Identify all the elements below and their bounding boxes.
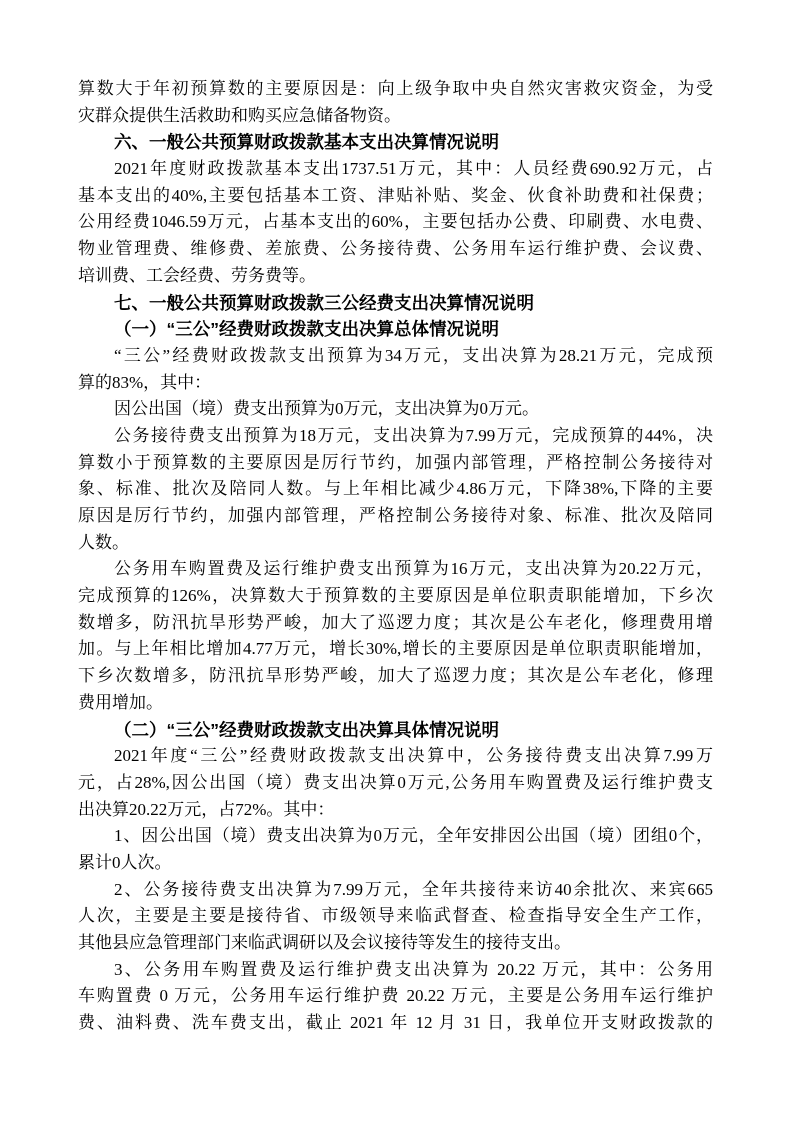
text-line: 累计0人次。 [78, 852, 172, 872]
section-heading: （一）“三公”经费财政拨款支出决算总体情况说明 [114, 319, 499, 340]
text-line: 因公出国（境）费支出预算为0万元，支出决算为0万元。 [114, 399, 539, 419]
text-line: 元，占28%,因公出国（境）费支出决算0万元,公务用车购置费及运行维护费支 [78, 772, 713, 792]
text-line: 基本支出的40%,主要包括基本工资、津贴补贴、奖金、伙食补助费和社保费； [78, 185, 713, 205]
text-line: 费用增加。 [78, 692, 163, 712]
text-line: 完成预算的126%，决算数大于预算数的主要原因是单位职责职能增加，下乡次 [78, 586, 713, 606]
text-line: 灾群众提供生活救助和购买应急储备物资。 [78, 105, 401, 125]
text-line: 出决算20.22万元，占72%。其中： [78, 799, 335, 819]
section-heading: 七、一般公共预算财政拨款三公经费支出决算情况说明 [114, 292, 534, 313]
text-line: 算的83%，其中： [78, 372, 212, 392]
text-line: 3、公务用车购置费及运行维护费支出决算为 20.22 万元，其中：公务用 [114, 959, 713, 979]
text-line: 人数。 [78, 532, 129, 552]
section-heading: （二）“三公”经费财政拨款支出决算具体情况说明 [114, 719, 499, 740]
text-line: 2021年度“三公”经费财政拨款支出决算中，公务接待费支出决算7.99万 [114, 746, 713, 766]
text-line: 其他县应急管理部门来临武调研以及会议接待等发生的接待支出。 [78, 933, 571, 952]
text-line: 象、标准、批次及陪同人数。与上年相比减少4.86万元，下降38%,下降的主要 [78, 479, 713, 499]
text-line: “三公”经费财政拨款支出预算为34万元，支出决算为28.21万元，完成预 [114, 345, 713, 365]
text-line: 公用经费1046.59万元，占基本支出的60%，主要包括办公费、印刷费、水电费、 [78, 212, 713, 232]
text-line: 加。与上年相比增加4.77万元，增长30%,增长的主要原因是单位职责职能增加， [78, 639, 713, 659]
text-line: 算数小于预算数的主要原因是厉行节约，加强内部管理，严格控制公务接待对 [78, 452, 713, 472]
section-heading: 六、一般公共预算财政拨款基本支出决算情况说明 [114, 132, 499, 153]
text-line: 算数大于年初预算数的主要原因是：向上级争取中央自然灾害救灾资金，为受 [78, 79, 713, 98]
text-line: 费、油料费、洗车费支出，截止 2021 年 12 月 31 日，我单位开支财政拨款的 [78, 1013, 713, 1033]
text-line: 2021年度财政拨款基本支出1737.51万元，其中：人员经费690.92万元，占 [114, 159, 713, 179]
text-line: 公务接待费支出预算为18万元，支出决算为7.99万元，完成预算的44%，决 [114, 425, 713, 445]
text-line: 1、因公出国（境）费支出决算为0万元，全年安排因公出国（境）团组0个， [114, 826, 713, 846]
text-line: 车购置费 0 万元，公务用车运行维护费 20.22 万元，主要是公务用车运行维护 [78, 986, 713, 1006]
text-line: 公务用车购置费及运行维护费支出预算为16万元，支出决算为20.22万元， [114, 559, 713, 579]
text-line: 物业管理费、维修费、差旅费、公务接待费、公务用车运行维护费、会议费、 [78, 239, 713, 259]
text-line: 原因是厉行节约，加强内部管理，严格控制公务接待对象、标准、批次及陪同 [78, 506, 713, 525]
text-line: 下乡次数增多，防汛抗旱形势严峻，加大了巡逻力度；其次是公车老化，修理 [78, 666, 713, 686]
text-line: 人次，主要是主要是接待省、市级领导来临武督查、检查指导安全生产工作， [78, 906, 713, 926]
text-line: 数增多，防汛抗旱形势严峻，加大了巡逻力度；其次是公车老化，修理费用增 [78, 612, 713, 632]
text-line: 培训费、工会经费、劳务费等。 [78, 265, 316, 285]
text-line: 2、公务接待费支出决算为7.99万元，全年共接待来访40余批次、来宾665 [114, 879, 713, 899]
